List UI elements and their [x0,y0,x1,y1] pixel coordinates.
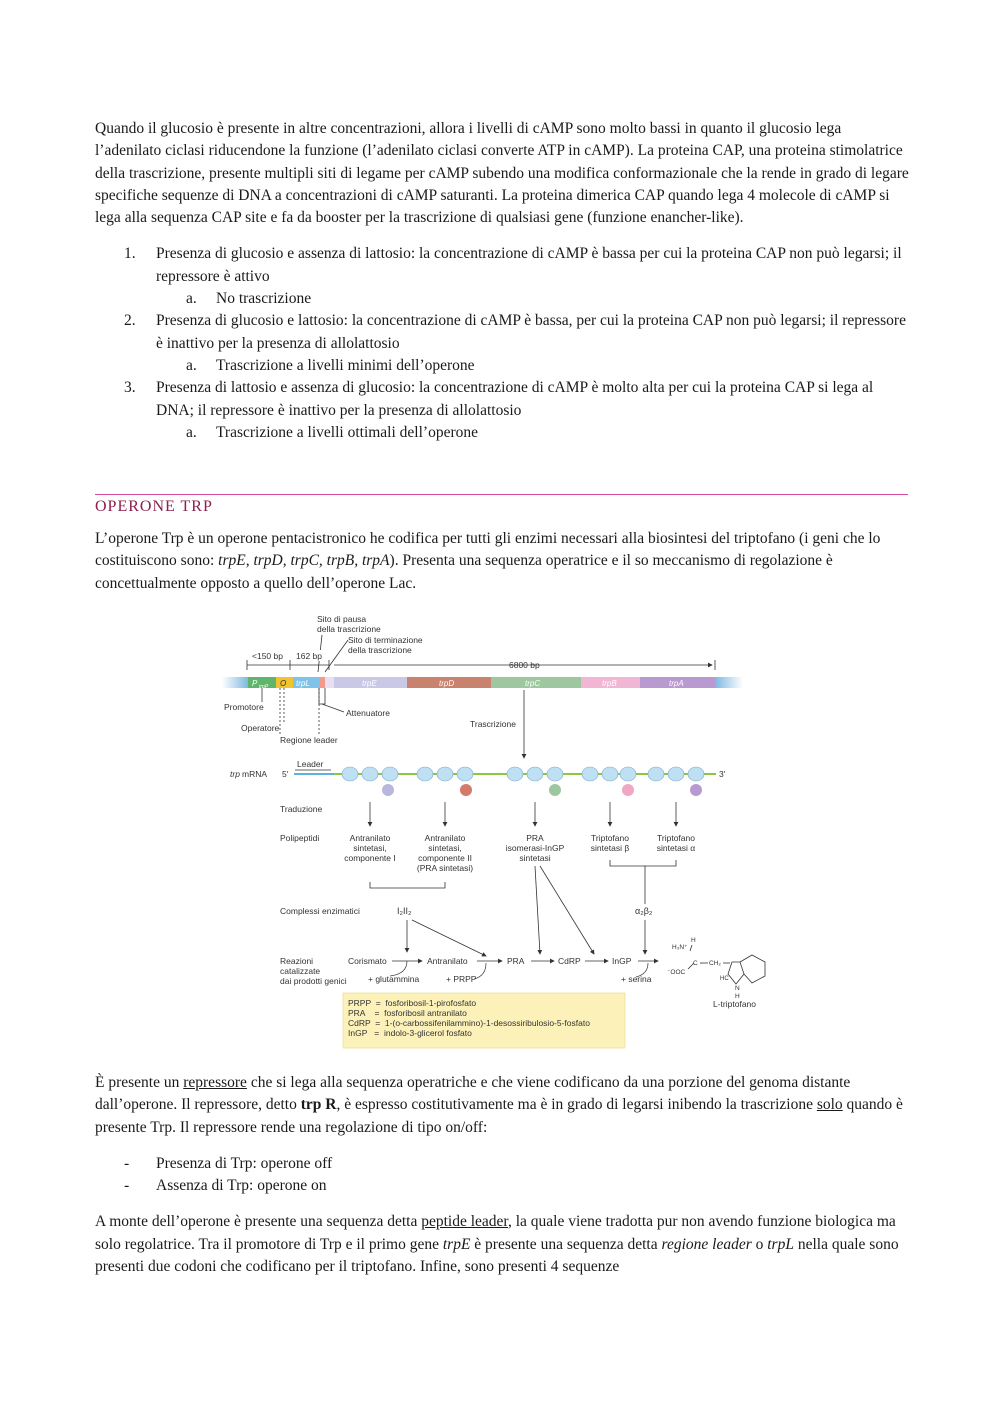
text-run: o [751,1235,768,1253]
polypeptide-blob [549,784,561,796]
polipeptidi-label: Polipeptidi [280,833,320,843]
complex-1-bracket [370,882,445,888]
text-run: L’operone Trp è un operone pentacistronico he codifica per tutti gli enzimi necessari alla biosintesi del triptofano (i geni che lo costituiscono sono: [95,530,881,570]
three-prime-label: 3′ [719,769,726,779]
ribosome [547,767,563,781]
polypeptide-blob [460,784,472,796]
polypeptide-blob [382,784,394,796]
italic-term: trpE [442,1235,471,1253]
gene-label-trpB: trpB [602,679,617,688]
ribosome [457,767,473,781]
bold-term: trp R [300,1096,337,1114]
ribosome [668,767,684,781]
ribosome [342,767,358,781]
structure-ch2: CH₂ [709,960,721,967]
complessi-label: Complessi enzimatici [280,906,360,916]
list-number: 3. [124,379,136,397]
text-run: A monte dell’operone è presente una sequenza detta [95,1213,422,1231]
sub-item [95,355,910,377]
sub-letter: a. [186,423,197,441]
ribosome-group-trpB [582,767,636,796]
term-site-label-2: della trascrizione [348,645,412,655]
ribosome [417,767,433,781]
glutammina-label: + glutammina [368,974,420,984]
mrna-label: mRNA [242,769,268,779]
complex-1-arrow-pra [412,920,486,956]
ribosome [688,767,704,781]
attenuatore-pointer [322,704,344,712]
polypeptide-4-line-1: Triptofano [591,833,629,843]
polypeptide-labels [344,833,695,873]
text-run: ). Presenta una sequenza operatrice e il so meccanismo di regolazione è concettualmente opposto a quello dell’operone Lac. [95,552,833,592]
gene-label-p-sub: trpP [259,684,269,690]
italic-term: regione leader [661,1235,752,1253]
trp-operon-figure [222,608,792,1058]
intro-paragraph: Quando il glucosio è presente in altre concentrazioni, allora i livelli di cAMP sono molto bassi in quanto il glucosio lega l’adenilato ciclasi riducendone la funzione (l’adenilato ciclasi converte ATP in cAMP). La proteina CAP, una proteina stimolatrice della trascrizione, presente multipli siti di legame per cAMP subendo una modifica conformazionale che la rende in grado di legare specifiche sequenze di DNA a concentrazioni di cAMP saturanti. La proteina dimerica CAP quando lega 4 molecole di cAMP si lega alla sequenza CAP site e fa da booster per la trascrizione di qualsiasi gene (funzione enancher-like). [95,120,909,227]
structure-c: C [693,960,698,967]
prpp-label: + PRPP [446,974,477,984]
promotore-label: Promotore [224,702,264,712]
sub-item [95,422,910,444]
repressor-section [95,1072,910,1278]
five-prime-label: 5′ [282,769,289,779]
operatore-label: Operatore [241,723,280,733]
structure-pyrrole [728,962,744,984]
legend-pra: PRA = fosforibosil antranilato [348,1008,467,1018]
ingp-label: InGP [612,956,632,966]
polypeptide-4-line-2: sintetasi β [590,843,630,853]
legend-cdrp: CdRP = 1-(o-carbossifenilammino)-1-desossiribulosio-5-fosfato [348,1018,590,1028]
ribosome [362,767,378,781]
dash-bullet: - [124,1177,130,1195]
structure-nh3: H₃N⁺ [672,944,688,951]
ribosome [602,767,618,781]
bp-150-label: <150 bp [252,651,283,661]
ribosome [382,767,398,781]
polypeptide-2-line-3: componente II [418,853,472,863]
ribosome [507,767,523,781]
structure-coo: ⁻OOC [667,969,686,976]
reazioni-label-1: Reazioni [280,956,314,966]
text-run: , la quale viene tradotta pur non avendo funzione biologica ma solo regolatrice. Tra il promotore di Trp e il primo gene [95,1213,896,1253]
attenuator-block [319,677,325,688]
list-item [95,1175,910,1197]
complex-2-label: α₂β₂ [635,906,653,916]
gene-label-trpE: trpE [362,679,377,688]
structure-benzene [740,955,765,983]
dna-flank-right [715,677,743,688]
ribosome-group-trpE [342,767,398,796]
reazioni-label-3: dai prodotti genici [280,976,347,986]
pra-isomerasi-arrow-2 [540,866,594,954]
section-heading: OPERONE TRP [95,498,213,515]
leader-label: Leader [297,759,324,769]
trp-intro-paragraph [95,528,910,595]
polypeptide-2-line-4: (PRA sintetasi) [416,863,474,873]
underlined-term: repressore [183,1074,247,1091]
complex-1-label: I₂II₂ [397,906,412,916]
bp-162-label: 162 bp [296,651,322,661]
gene-label-p: P [252,679,258,688]
regione-leader-label: Regione leader [280,735,338,745]
sub-item-text: No trascrizione [216,290,312,308]
sub-item [95,288,910,310]
trp-state-list [95,1153,910,1198]
list-number: 1. [124,245,136,263]
traduzione-label: Traduzione [280,804,323,814]
ribosome [582,767,598,781]
polypeptide-1-line-3: componente I [344,853,396,863]
ribosome [527,767,543,781]
list-item-text: Assenza di Trp: operone on [156,1177,327,1195]
sub-item-text: Trascrizione a livelli minimi dell’operone [216,356,475,374]
ribosome [437,767,453,781]
list-item [95,377,910,444]
text-run: nella quale sono presenti due codoni che codificano per il triptofano. Infine, sono presenti 4 sequenze [95,1235,899,1276]
text-run: quando è presente Trp. Il repressore rende una regolazione di tipo on/off: [95,1096,903,1136]
text-run: , è espresso costitutivamente ma è in grado di legarsi inibendo la trascrizione [336,1096,817,1114]
polypeptide-2-line-2: sintetasi, [428,843,462,853]
gene-label-trpD: trpD [439,679,455,688]
polypeptide-3-line-3: sintetasi [519,853,551,863]
list-item [95,243,910,310]
underlined-term: peptide leader [421,1213,508,1231]
structure-nh: H [735,993,740,1000]
polypeptide-5-line-2: sintetasi α [656,843,696,853]
pause-site-label-2: della trascrizione [317,624,381,634]
ribosome [648,767,664,781]
intro-section [95,118,910,444]
text-run: È presente un [95,1074,184,1091]
complex-2-bracket [610,860,676,866]
mrna-label-italic: trp [230,769,240,779]
ribosome-group-trpC [507,767,563,796]
sub-letter: a. [186,290,197,308]
triptofano-label: L-triptofano [713,999,756,1009]
corismato-label: Corismato [348,956,387,966]
polypeptide-3-line-1: PRA [526,833,544,843]
text-run: che si lega alla sequenza operatriche e che viene codificano da una porzione del genoma distante dall’operone. Il repressore, detto [95,1074,851,1114]
structure-n: N [735,985,740,992]
polypeptide-blob [690,784,702,796]
serina-label: + serina [621,974,652,984]
polypeptide-1-line-1: Antranilato [349,833,391,843]
gene-list: trpE, trpD, trpC, trpB, trpA [218,552,390,570]
trp-operon-diagram [222,608,792,1058]
polypeptide-2-line-1: Antranilato [424,833,466,843]
pra-label: PRA [507,956,525,966]
sub-letter: a. [186,356,197,374]
polypeptide-5-line-1: Triptofano [657,833,695,843]
ribosome-group-trpD [417,767,473,796]
gene-label-trpA: trpA [669,679,684,688]
gene-label-trpC: trpC [525,679,541,688]
bp-6800-label: 6800 bp [509,660,540,670]
cases-list [95,243,910,444]
list-number: 2. [124,312,136,330]
list-item-text: Presenza di glucosio e lattosio: la concentrazione di cAMP è bassa, per cui la proteina CAP non può legarsi; il repressore è inattivo per la presenza di allolattosio [156,312,906,352]
legend-ingp: InGP = indolo-3-glicerol fosfato [348,1028,472,1038]
structure-bond [690,945,692,951]
dash-bullet: - [124,1154,130,1172]
spacer-block [325,677,334,688]
polypeptide-1-line-2: sintetasi, [353,843,387,853]
repressor-paragraph [95,1072,910,1139]
ribosome-group-trpA [648,767,704,796]
reazioni-label-2: catalizzate [280,966,321,976]
ribosome [620,767,636,781]
gene-label-trpL: trpL [296,679,310,688]
leader-paragraph [95,1211,910,1278]
list-item-text: Presenza di Trp: operone off [156,1154,333,1172]
trp-intro [95,528,910,595]
list-item-text: Presenza di lattosio e assenza di glucosio: la concentrazione di cAMP è molto alta per cui la proteina CAP si lega al DNA; il repressore è inattivo per la presenza di allolattosio [156,379,874,419]
pra-isomerasi-arrow-1 [535,866,540,954]
structure-h: H [691,937,696,944]
attenuatore-label: Attenuatore [346,708,390,718]
legend-prpp: PRPP = fosforibosil-1-pirofosfato [348,998,477,1008]
term-site-pointer [325,640,348,672]
italic-term: trpL [767,1235,794,1253]
gene-label-o: O [280,679,287,688]
polypeptide-blob [622,784,634,796]
trascrizione-label: Trascrizione [470,719,516,729]
term-site-label-1: Sito di terminazione [348,635,423,645]
list-item [95,310,910,377]
text-run: è presente una sequenza detta [470,1235,662,1253]
dna-flank-left [222,677,248,688]
list-item [95,1153,910,1175]
polypeptide-3-line-2: isomerasi-InGP [505,843,565,853]
tryptophan-structure [667,937,765,1000]
structure-hc: HC [720,976,729,982]
cdrp-label: CdRP [558,956,581,966]
list-item-text: Presenza di glucosio e assenza di lattosio: la concentrazione di cAMP è bassa per cui la proteina CAP non può legarsi; il repressore è attivo [156,245,902,285]
sub-item-text: Trascrizione a livelli ottimali dell’operone [216,423,478,441]
antranilato-label: Antranilato [427,956,468,966]
attenuator-bracket [319,688,325,704]
underlined-term: solo [816,1096,843,1114]
section-divider [95,494,908,495]
pause-site-label-1: Sito di pausa [317,614,367,624]
